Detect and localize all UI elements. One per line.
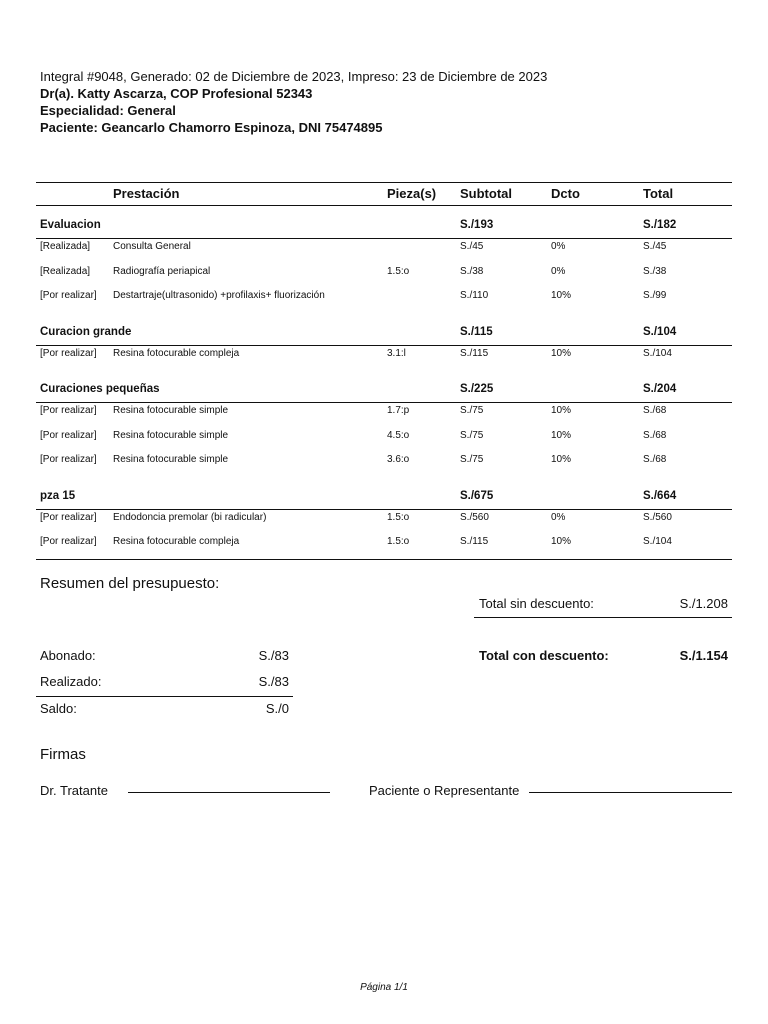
row-status: [Por realizar] bbox=[40, 405, 97, 416]
table-row bbox=[36, 264, 732, 289]
row-total: S./560 bbox=[643, 511, 672, 523]
row-total: S./99 bbox=[643, 290, 667, 301]
total-con-descuento-label: Total con descuento: bbox=[479, 648, 609, 663]
row-dcto: 0% bbox=[551, 241, 566, 252]
column-header-dcto: Dcto bbox=[551, 186, 580, 201]
table-row bbox=[36, 403, 732, 428]
document-header bbox=[40, 68, 547, 136]
row-description: Resina fotocurable simple bbox=[113, 429, 229, 441]
abonado-label: Abonado: bbox=[40, 648, 96, 663]
group-header bbox=[36, 206, 732, 239]
group-name: Curaciones pequeñas bbox=[40, 383, 160, 395]
realizado-value: S./83 bbox=[258, 674, 289, 689]
row-pieza: 1.5:o bbox=[387, 265, 410, 277]
row-dcto: 10% bbox=[551, 536, 572, 547]
group-total: S./664 bbox=[643, 489, 677, 502]
row-total: S./68 bbox=[643, 405, 667, 416]
row-status: [Por realizar] bbox=[40, 536, 97, 547]
row-pieza: 4.5:o bbox=[387, 429, 410, 441]
group-total: S./182 bbox=[643, 219, 677, 231]
row-dcto: 10% bbox=[551, 454, 572, 465]
total-con-descuento-row bbox=[474, 644, 732, 668]
group-subtotal: S./193 bbox=[460, 219, 494, 231]
budget-table bbox=[36, 182, 732, 560]
payment-summary bbox=[36, 644, 293, 723]
patient-signature-line bbox=[529, 792, 732, 793]
doctor-signature-label: Dr. Tratante bbox=[40, 783, 108, 798]
row-description: Radiografía periapical bbox=[113, 265, 211, 277]
row-subtotal: S./560 bbox=[460, 511, 489, 523]
row-pieza: 1.7:p bbox=[387, 405, 410, 416]
table-group bbox=[36, 313, 732, 371]
row-dcto: 10% bbox=[551, 290, 572, 301]
row-pieza: 1.5:o bbox=[387, 511, 410, 523]
row-status: [Por realizar] bbox=[40, 454, 97, 465]
table-row bbox=[36, 346, 732, 371]
realizado-label: Realizado: bbox=[40, 674, 102, 689]
group-header bbox=[36, 370, 732, 403]
table-row bbox=[36, 239, 732, 264]
table-row bbox=[36, 452, 732, 477]
row-description: Consulta General bbox=[113, 241, 191, 252]
row-dcto: 10% bbox=[551, 429, 572, 441]
row-dcto: 10% bbox=[551, 347, 572, 359]
group-name: Curacion grande bbox=[40, 325, 132, 338]
row-pieza: 3.6:o bbox=[387, 454, 410, 465]
row-pieza: 1.5:o bbox=[387, 536, 410, 547]
abonado-value: S./83 bbox=[258, 648, 289, 663]
row-total: S./104 bbox=[643, 536, 672, 547]
row-total: S./68 bbox=[643, 429, 667, 441]
column-header-subtotal: Subtotal bbox=[460, 186, 512, 201]
row-subtotal: S./38 bbox=[460, 265, 484, 277]
group-subtotal: S./115 bbox=[460, 325, 493, 338]
saldo-value: S./0 bbox=[265, 701, 289, 716]
row-dcto: 10% bbox=[551, 405, 572, 416]
row-subtotal: S./115 bbox=[460, 536, 489, 547]
realizado-row bbox=[36, 670, 293, 697]
group-header bbox=[36, 477, 732, 510]
row-status: [Por realizar] bbox=[40, 429, 97, 441]
group-subtotal: S./675 bbox=[460, 489, 494, 502]
table-header bbox=[36, 182, 732, 206]
row-subtotal: S./75 bbox=[460, 454, 484, 465]
row-description: Resina fotocurable simple bbox=[113, 454, 229, 465]
firmas-title: Firmas bbox=[40, 746, 86, 763]
saldo-row bbox=[36, 697, 293, 723]
row-dcto: 0% bbox=[551, 265, 566, 277]
group-name: pza 15 bbox=[40, 489, 76, 502]
row-description: Destartraje(ultrasonido) +profilaxis+ fluorización bbox=[113, 290, 325, 301]
table-row bbox=[36, 288, 732, 313]
total-sin-descuento-row bbox=[474, 591, 732, 618]
row-dcto: 0% bbox=[551, 511, 566, 523]
group-subtotal: S./225 bbox=[460, 383, 494, 395]
row-total: S./38 bbox=[643, 265, 667, 277]
abonado-row bbox=[36, 644, 293, 670]
column-header-prestacion: Prestación bbox=[113, 186, 180, 201]
row-status: [Realizada] bbox=[40, 265, 91, 277]
header-specialty-line: Especialidad: General bbox=[40, 103, 176, 118]
row-subtotal: S./75 bbox=[460, 429, 484, 441]
row-description: Resina fotocurable compleja bbox=[113, 347, 240, 359]
table-row bbox=[36, 428, 732, 453]
row-total: S./68 bbox=[643, 454, 667, 465]
table-row bbox=[36, 510, 732, 535]
row-total: S./104 bbox=[643, 347, 672, 359]
total-con-descuento-value: S./1.154 bbox=[679, 648, 728, 663]
group-total: S./204 bbox=[643, 383, 677, 395]
group-name: Evaluacion bbox=[40, 219, 101, 231]
resumen-title: Resumen del presupuesto: bbox=[40, 575, 220, 592]
row-status: [Por realizar] bbox=[40, 290, 97, 301]
table-row bbox=[36, 534, 732, 559]
header-integral-line: Integral #9048, Generado: 02 de Diciembre de 2023, Impreso: 23 de Diciembre de 2023 bbox=[40, 69, 548, 84]
row-subtotal: S./110 bbox=[460, 290, 489, 301]
table-group bbox=[36, 206, 732, 313]
header-doctor-line: Dr(a). Katty Ascarza, COP Profesional 52343 bbox=[40, 86, 313, 101]
row-description: Resina fotocurable compleja bbox=[113, 536, 240, 547]
row-subtotal: S./75 bbox=[460, 405, 484, 416]
group-total: S./104 bbox=[643, 325, 677, 338]
table-group bbox=[36, 477, 732, 560]
row-subtotal: S./115 bbox=[460, 347, 489, 359]
group-header bbox=[36, 313, 732, 346]
doctor-signature-line bbox=[128, 792, 330, 793]
column-header-total: Total bbox=[643, 186, 674, 201]
page-number: Página 1/1 bbox=[360, 982, 408, 993]
saldo-label: Saldo: bbox=[40, 701, 77, 716]
row-status: [Por realizar] bbox=[40, 347, 97, 359]
row-status: [Realizada] bbox=[40, 241, 91, 252]
row-description: Endodoncia premolar (bi radicular) bbox=[113, 511, 267, 523]
table-group bbox=[36, 370, 732, 477]
total-sin-descuento-value: S./1.208 bbox=[679, 596, 728, 611]
header-patient-line: Paciente: Geancarlo Chamorro Espinoza, DNI 75474895 bbox=[40, 120, 383, 135]
column-header-pieza: Pieza(s) bbox=[387, 186, 437, 201]
row-pieza: 3.1:l bbox=[387, 347, 406, 359]
row-subtotal: S./45 bbox=[460, 241, 484, 252]
row-total: S./45 bbox=[643, 241, 667, 252]
total-sin-descuento-label: Total sin descuento: bbox=[479, 596, 594, 611]
row-description: Resina fotocurable simple bbox=[113, 405, 229, 416]
patient-signature-label: Paciente o Representante bbox=[369, 783, 520, 798]
row-status: [Por realizar] bbox=[40, 511, 97, 523]
